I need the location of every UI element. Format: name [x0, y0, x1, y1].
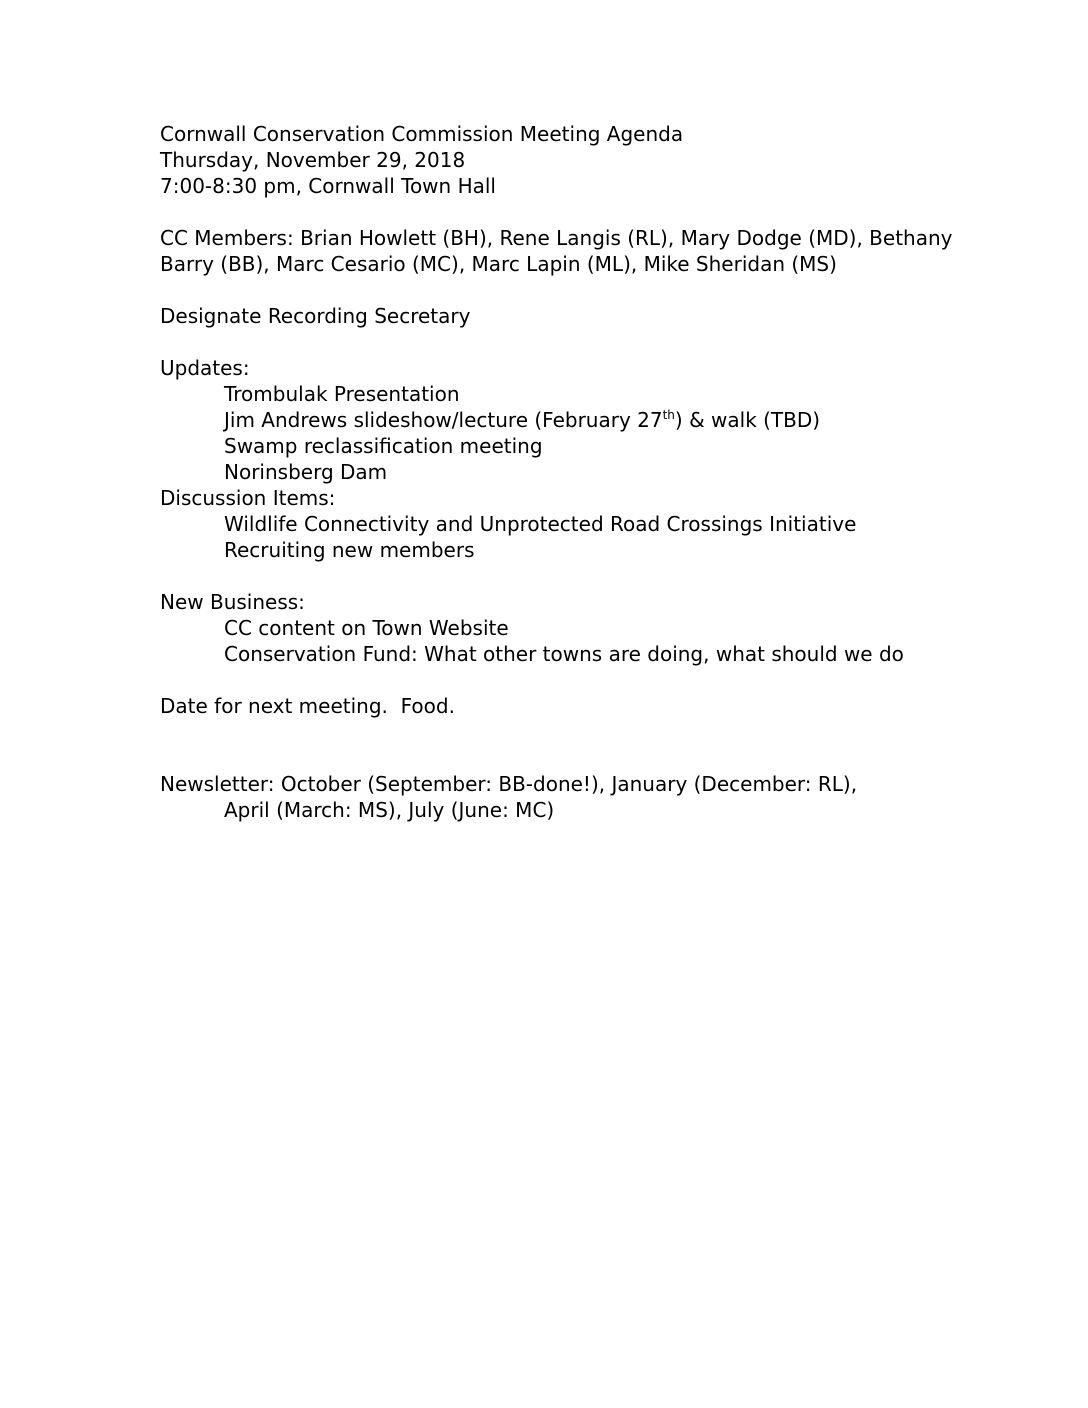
- members-line-2: Barry (BB), Marc Cesario (MC), Marc Lapin (ML), Mike Sheridan (MS): [160, 252, 837, 276]
- meeting-date: Thursday, November 29, 2018: [160, 148, 466, 172]
- agenda-page: [160, 121, 1060, 823]
- update-item: Trombulak Presentation: [224, 382, 460, 406]
- new-business-item: Conservation Fund: What other towns are doing, what should we do: [224, 642, 904, 666]
- update-item: [160, 407, 1060, 433]
- designate-secretary: Designate Recording Secretary: [160, 304, 471, 328]
- updates-heading: Updates:: [160, 356, 250, 380]
- meeting-time-place: 7:00-8:30 pm, Cornwall Town Hall: [160, 174, 496, 198]
- update-item-superscript: th: [662, 408, 675, 422]
- update-item: Norinsberg Dam: [224, 460, 388, 484]
- discussion-item: Wildlife Connectivity and Unprotected Road Crossings Initiative: [224, 512, 857, 536]
- discussion-item: Recruiting new members: [224, 538, 475, 562]
- update-item-text: Jim Andrews slideshow/lecture (February 27: [224, 408, 663, 432]
- agenda-title: Cornwall Conservation Commission Meeting Agenda: [160, 122, 684, 146]
- discussion-heading: Discussion Items:: [160, 486, 336, 510]
- next-meeting: Date for next meeting. Food.: [160, 694, 455, 718]
- new-business-heading: New Business:: [160, 590, 305, 614]
- update-item-tail: ) & walk (TBD): [674, 408, 821, 432]
- newsletter-line-2: April (March: MS), July (June: MC): [224, 798, 555, 822]
- new-business-item: CC content on Town Website: [224, 616, 509, 640]
- update-item: Swamp reclassification meeting: [224, 434, 543, 458]
- members-line-1: CC Members: Brian Howlett (BH), Rene Langis (RL), Mary Dodge (MD), Bethany: [160, 226, 953, 250]
- newsletter-line-1: Newsletter: October (September: BB-done!), January (December: RL),: [160, 772, 858, 796]
